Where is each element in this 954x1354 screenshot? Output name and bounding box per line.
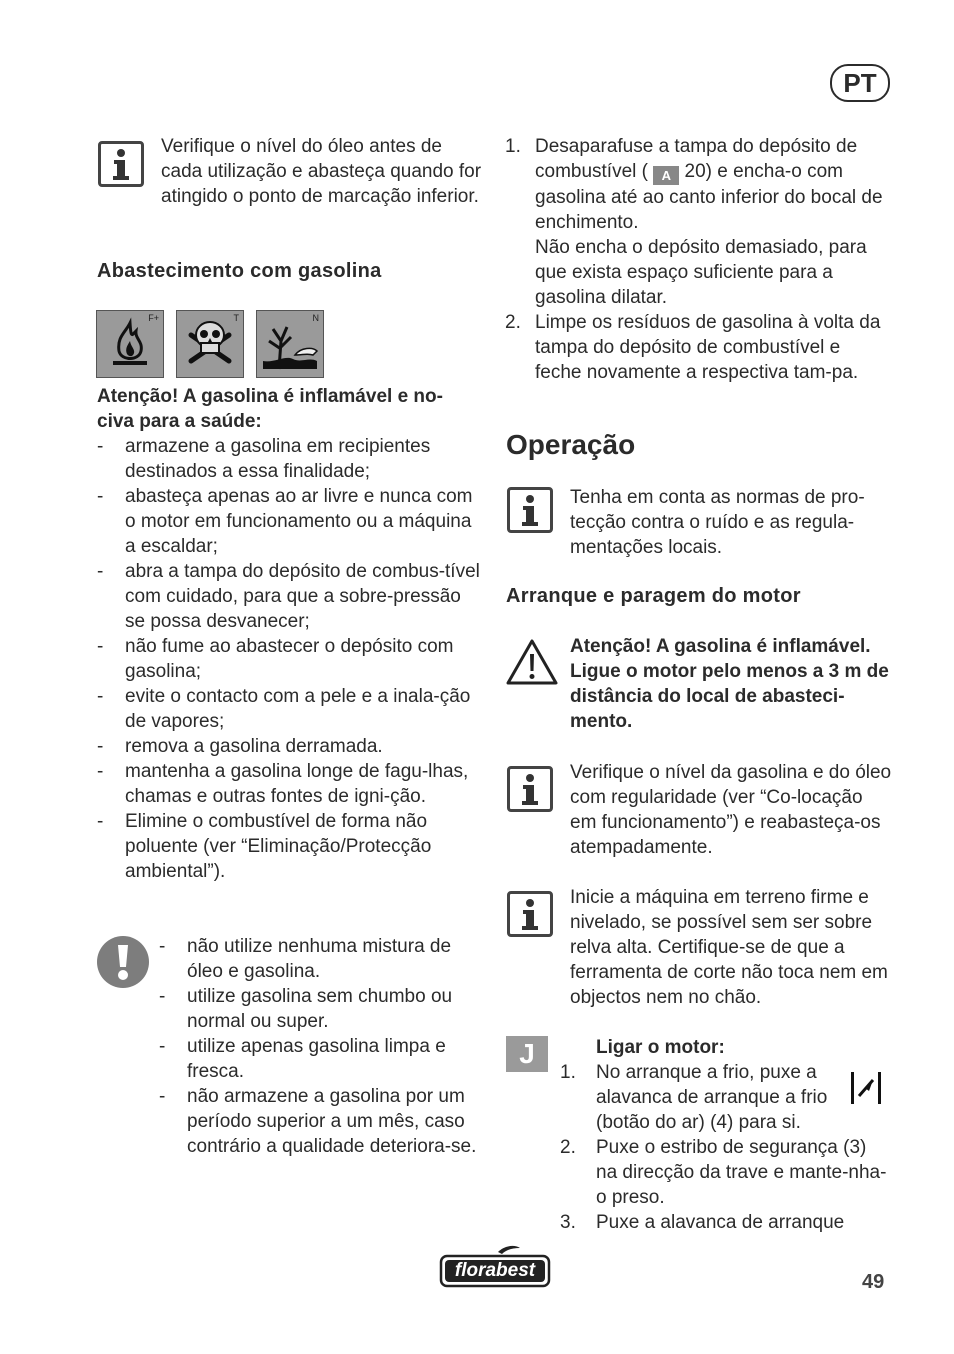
fuel-warning-list [97,434,485,884]
list-item: - Elimine o combustível de forma não poluente (ver “Eliminação/Protecção ambiental”). [97,811,432,882]
list-item: - armazene a gasolina em recipientes destinados a essa finalidade; [97,436,431,482]
oil-level-note: Verifique o nível do óleo antes de cada utilização e abasteça quando for atingido o ponto de marcação inferior. [161,136,482,207]
info-icon [98,141,144,187]
overfill-note: Não encha o depósito demasiado, para que exista espaço suficiente para a gasolina dilatar. [535,237,867,308]
list-item: 3. Puxe a alavanca de arranque [560,1212,845,1233]
refuel-steps [505,134,891,385]
fuel-section-title: Abastecimento com gasolina [97,260,382,282]
environmental-hazard-icon: N [256,310,324,378]
list-item: - mantenha a gasolina longe de fagu-lhas, chamas e outras fontes de igni-ção. [97,761,469,807]
operation-title: Operação [506,429,636,460]
list-item: - remova a gasolina derramada. [97,736,383,757]
caution-exclamation-icon [96,935,150,996]
info-icon [507,766,553,812]
florabest-logo: florabest [438,1244,552,1290]
figure-a-label: A [653,166,679,185]
list-item: - não utilize nenhuma mistura de óleo e gasolina. [159,936,452,982]
list-item: - não armazene a gasolina por um período superior a um mês, caso contrário a qualidade deteriora-se. [159,1086,477,1157]
toxic-skull-icon: T [176,310,244,378]
fuel-oil-check-note: Verifique o nível da gasolina e do óleo com regularidade (ver “Co-locação em funcionamento”) e reabasteça-os atempadamente. [570,762,892,858]
page-number: 49 [862,1271,885,1293]
flammable-icon: F+ [96,310,164,378]
warning-triangle-icon [505,638,559,693]
list-item: 2. Puxe o estribo de segurança (3) na direcção da trave e mante-nha-o preso. [560,1137,887,1208]
list-item: - abasteça apenas ao ar livre e nunca com o motor em funcionamento ou a máquina a escaldar; [97,486,473,557]
list-item: - não fume ao abastecer o depósito com gasolina; [97,636,454,682]
ground-note: Inicie a máquina em terreno firme e nivelado, se possível sem ser sobre relva alta. Certifique-se de que a ferramenta de corte não toca nem em objectos nem no chão. [570,887,888,1008]
info-icon [507,487,553,533]
figure-j-label: J [506,1036,548,1072]
start-stop-title: Arranque e paragem do motor [506,585,801,607]
list-item: - utilize apenas gasolina limpa e fresca. [159,1036,446,1082]
list-item: 2. Limpe os resíduos de gasolina à volta da tampa do depósito de combustível e feche novamente a respectiva tam-pa. [505,312,881,383]
list-item: 1. Desaparafuse a tampa do depósito de combustível ( A 20) e encha-o com gasolina até ao canto inferior do bocal de enchimento. Não encha o depósito demasiado, para que exista espaço suficiente para a gasolina dilatar. [535,134,891,310]
fuel-warning-title: Atenção! A gasolina é inflamável e no-civa para a saúde: [97,386,443,432]
list-item: - evite o contacto com a pele e a inala-ção de vapores; [97,686,471,732]
choke-icon [848,1070,884,1113]
flammable-warning: Atenção! A gasolina é inflamável. Ligue o motor pelo menos a 3 m de distância do local de abasteci-mento. [570,636,889,732]
info-icon [507,891,553,937]
language-badge: PT [830,64,890,102]
list-item: - abra a tampa do depósito de combus-tível com cuidado, para que a sobre-pressão se possa desvanecer; [97,561,480,632]
start-engine-title: Ligar o motor: [596,1037,725,1058]
noise-regulation-note: Tenha em conta as normas de pro-tecção contra o ruído e as regula-mentações locais. [570,487,865,558]
caution-list [159,934,487,1159]
list-item: - utilize gasolina sem chumbo ou normal ou super. [159,986,453,1032]
list-item: 1. No arranque a frio, puxe a alavanca de arranque a frio (botão do ar) (4) para si. [560,1062,828,1133]
